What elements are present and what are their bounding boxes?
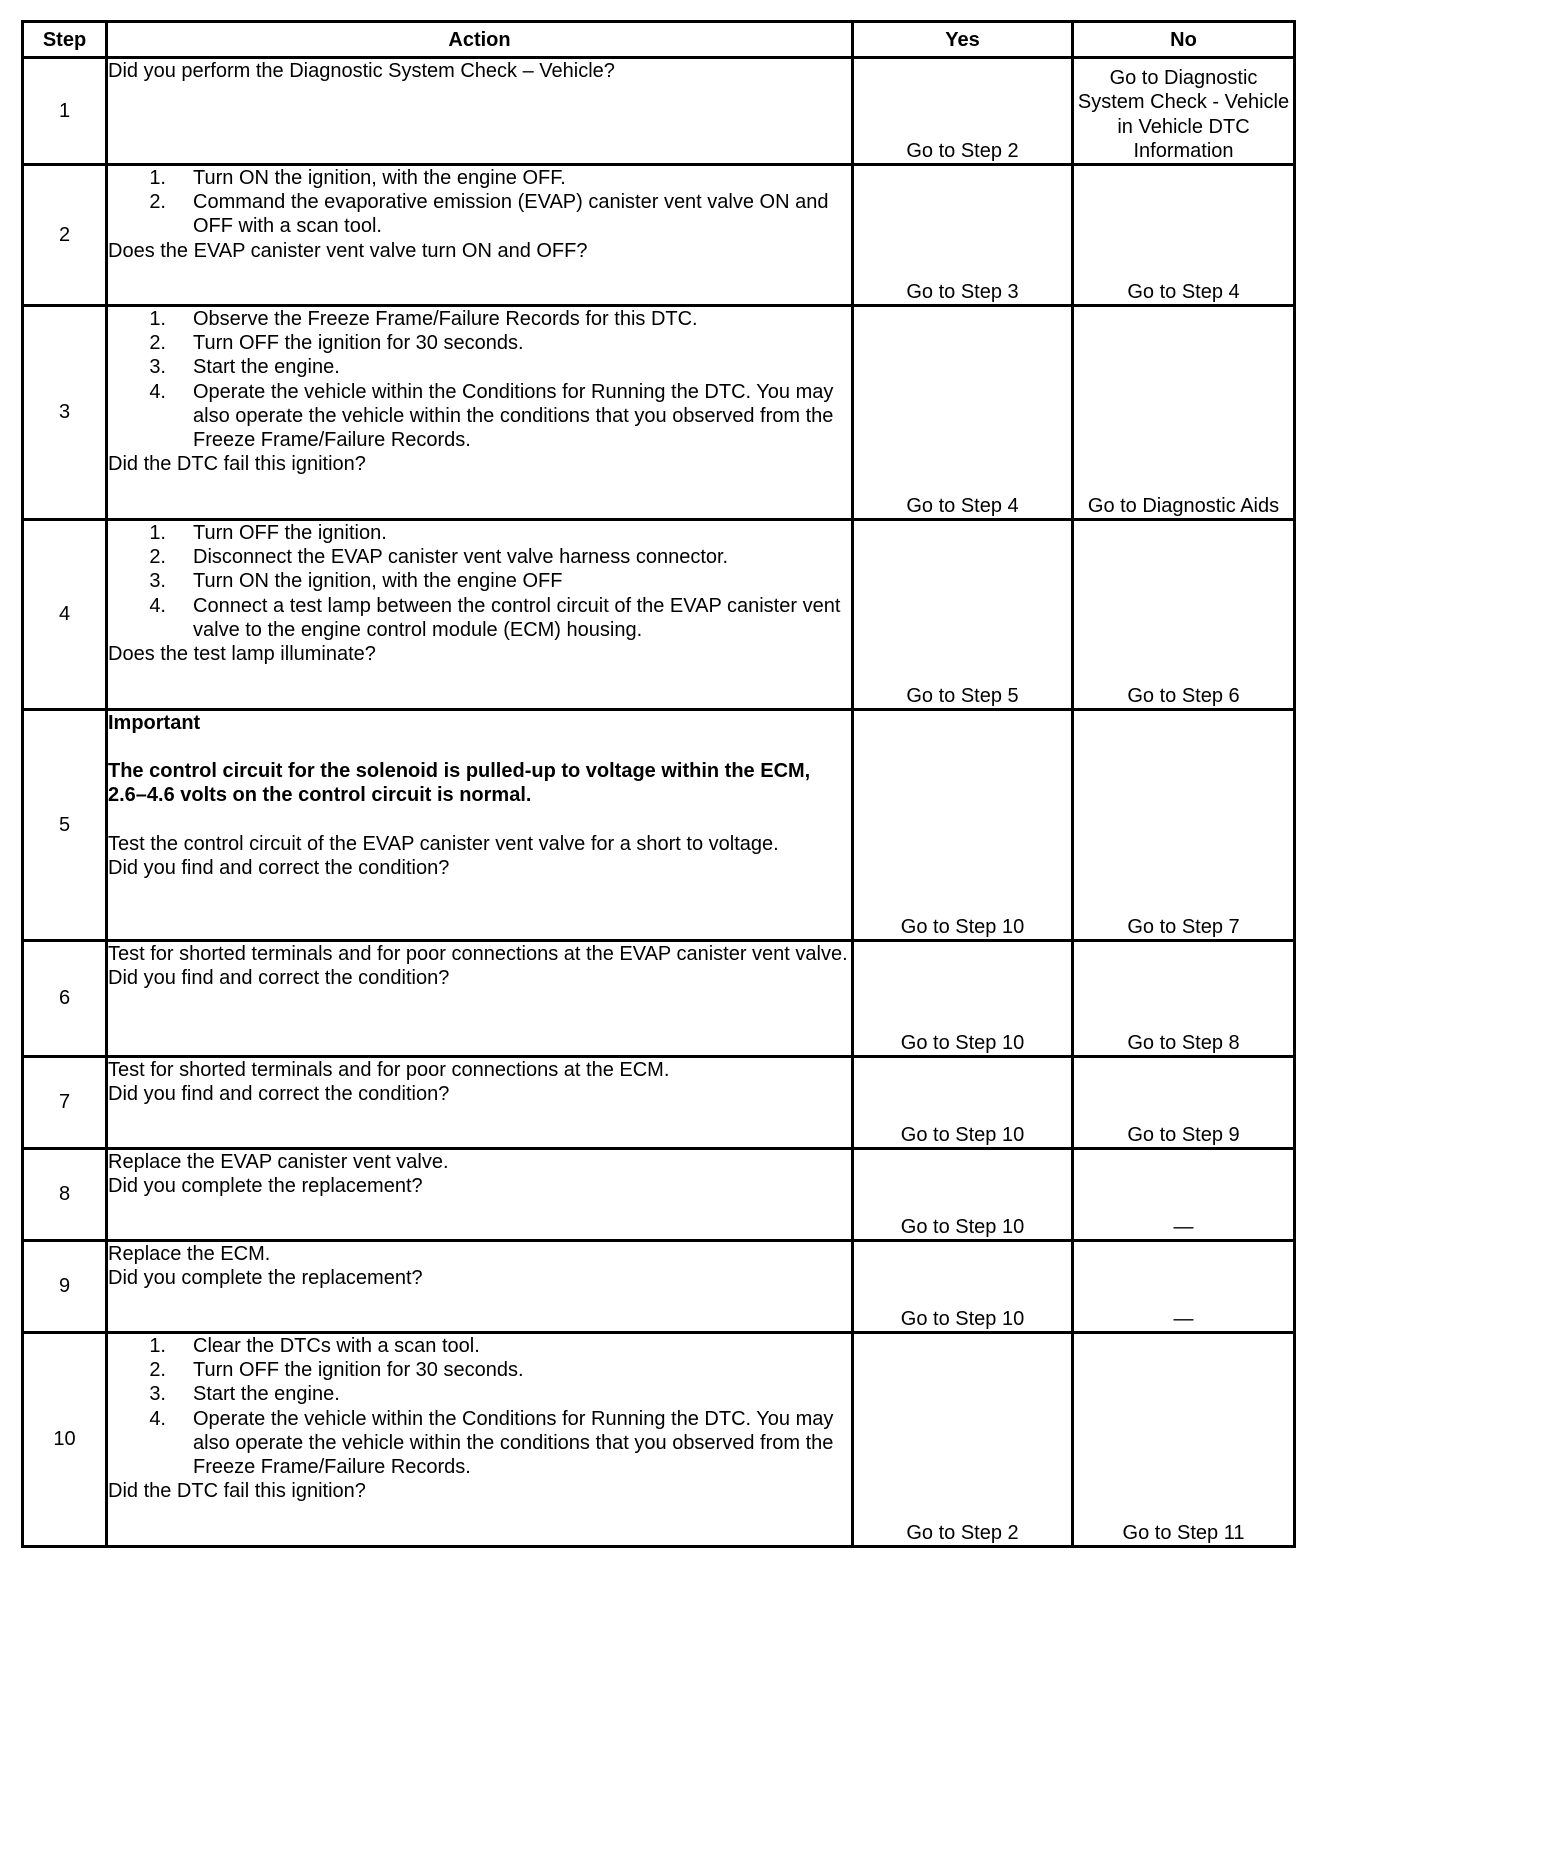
list-item: 4. Operate the vehicle within the Conditions for Running the DTC. You may also operate the vehicle within the conditions that you observed from the Freeze Frame/Failure Records. — [149, 1407, 834, 1479]
yes-cell: Go to Step 3 — [853, 165, 1073, 306]
instruction-list — [108, 166, 851, 239]
question-text: Did the DTC fail this ignition? — [108, 1480, 366, 1503]
header-step: Step — [23, 22, 107, 58]
no-cell: Go to Step 6 — [1073, 520, 1295, 710]
list-item: 3. Start the engine. — [149, 356, 340, 379]
no-cell: — — [1073, 1149, 1295, 1241]
instruction-list — [108, 307, 851, 452]
list-item: 2. Command the evaporative emission (EVAP) canister vent valve ON and OFF with a scan tool. — [149, 191, 829, 238]
action-cell — [107, 1057, 853, 1149]
step-number: 1 — [23, 58, 107, 165]
table-row — [23, 941, 1295, 1057]
step-number: 10 — [23, 1333, 107, 1547]
action-cell — [107, 520, 853, 710]
question-text: Does the test lamp illuminate? — [108, 643, 376, 666]
step-number: 3 — [23, 306, 107, 520]
instruction-list — [108, 521, 851, 642]
list-item: 2. Turn OFF the ignition for 30 seconds. — [149, 332, 524, 355]
yes-cell: Go to Step 4 — [853, 306, 1073, 520]
list-item: 1. Clear the DTCs with a scan tool. — [149, 1335, 480, 1357]
list-item: 4. Operate the vehicle within the Conditions for Running the DTC. You may also operate the vehicle within the conditions that you observed from the Freeze Frame/Failure Records. — [149, 380, 834, 452]
question-text: Did you complete the replacement? — [108, 1267, 423, 1290]
table-row — [23, 1333, 1295, 1547]
table-row — [23, 1241, 1295, 1333]
yes-cell: Go to Step 10 — [853, 1149, 1073, 1241]
table-row — [23, 520, 1295, 710]
table-row — [23, 1057, 1295, 1149]
list-item: 2. Disconnect the EVAP canister vent valve harness connector. — [149, 546, 729, 569]
question-text: Did you complete the replacement? — [108, 1175, 423, 1198]
no-cell: Go to Step 8 — [1073, 941, 1295, 1057]
table-row — [23, 58, 1295, 165]
action-cell — [107, 165, 853, 306]
question-text: Did you find and correct the condition? — [108, 967, 450, 990]
header-action: Action — [107, 22, 853, 58]
yes-cell: Go to Step 10 — [853, 710, 1073, 941]
action-cell — [107, 306, 853, 520]
action-cell — [107, 1333, 853, 1547]
question-text: Did you find and correct the condition? — [108, 856, 450, 879]
list-item: 4. Connect a test lamp between the control circuit of the EVAP canister vent valve to the engine control module (ECM) housing. — [149, 594, 841, 641]
list-item: 2. Turn OFF the ignition for 30 seconds. — [149, 1359, 524, 1382]
table-row — [23, 710, 1295, 941]
table-row — [23, 165, 1295, 306]
list-item: 1. Turn OFF the ignition. — [149, 522, 387, 544]
list-item: 1. Turn ON the ignition, with the engine OFF. — [149, 167, 566, 189]
important-label: Important — [108, 712, 201, 734]
yes-cell: Go to Step 2 — [853, 1333, 1073, 1547]
action-text: Test for shorted terminals and for poor connections at the ECM. — [108, 1059, 670, 1081]
no-cell: Go to Step 9 — [1073, 1057, 1295, 1149]
action-text: Replace the EVAP canister vent valve. — [108, 1151, 449, 1173]
action-text: Replace the ECM. — [108, 1243, 271, 1265]
action-text: Test the control circuit of the EVAP canister vent valve for a short to voltage. — [108, 832, 779, 855]
no-cell: Go to Diagnostic System Check - Vehicle in Vehicle DTC Information — [1073, 58, 1295, 165]
action-cell — [107, 1149, 853, 1241]
header-yes: Yes — [853, 22, 1073, 58]
no-cell: Go to Diagnostic Aids — [1073, 306, 1295, 520]
step-number: 5 — [23, 710, 107, 941]
action-text: Test for shorted terminals and for poor connections at the EVAP canister vent valve. — [108, 943, 848, 965]
step-number: 9 — [23, 1241, 107, 1333]
action-cell — [107, 941, 853, 1057]
header-row — [23, 22, 1295, 58]
list-item: 1. Observe the Freeze Frame/Failure Records for this DTC. — [149, 308, 698, 330]
yes-cell: Go to Step 10 — [853, 941, 1073, 1057]
table-row — [23, 1149, 1295, 1241]
step-number: 4 — [23, 520, 107, 710]
list-item: 3. Start the engine. — [149, 1383, 340, 1406]
action-cell — [107, 1241, 853, 1333]
yes-cell: Go to Step 2 — [853, 58, 1073, 165]
header-no: No — [1073, 22, 1295, 58]
no-cell: Go to Step 7 — [1073, 710, 1295, 941]
yes-cell: Go to Step 5 — [853, 520, 1073, 710]
step-number: 6 — [23, 941, 107, 1057]
list-item: 3. Turn ON the ignition, with the engine OFF — [149, 570, 563, 593]
action-cell — [107, 710, 853, 941]
yes-cell: Go to Step 10 — [853, 1241, 1073, 1333]
diagnostic-table — [21, 20, 1296, 1548]
question-text: Did the DTC fail this ignition? — [108, 453, 366, 476]
question-text: Does the EVAP canister vent valve turn ON and OFF? — [108, 239, 588, 262]
step-number: 2 — [23, 165, 107, 306]
question-text: Did you find and correct the condition? — [108, 1083, 450, 1106]
yes-cell: Go to Step 10 — [853, 1057, 1073, 1149]
step-number: 7 — [23, 1057, 107, 1149]
no-cell: Go to Step 4 — [1073, 165, 1295, 306]
table-row — [23, 306, 1295, 520]
important-note: The control circuit for the solenoid is pulled-up to voltage within the ECM, 2.6–4.6 volts on the control circuit is normal. — [108, 760, 811, 807]
action-cell — [107, 58, 853, 165]
no-cell: — — [1073, 1241, 1295, 1333]
no-cell: Go to Step 11 — [1073, 1333, 1295, 1547]
instruction-list — [108, 1334, 851, 1479]
question-text: Did you perform the Diagnostic System Check – Vehicle? — [108, 60, 615, 82]
step-number: 8 — [23, 1149, 107, 1241]
